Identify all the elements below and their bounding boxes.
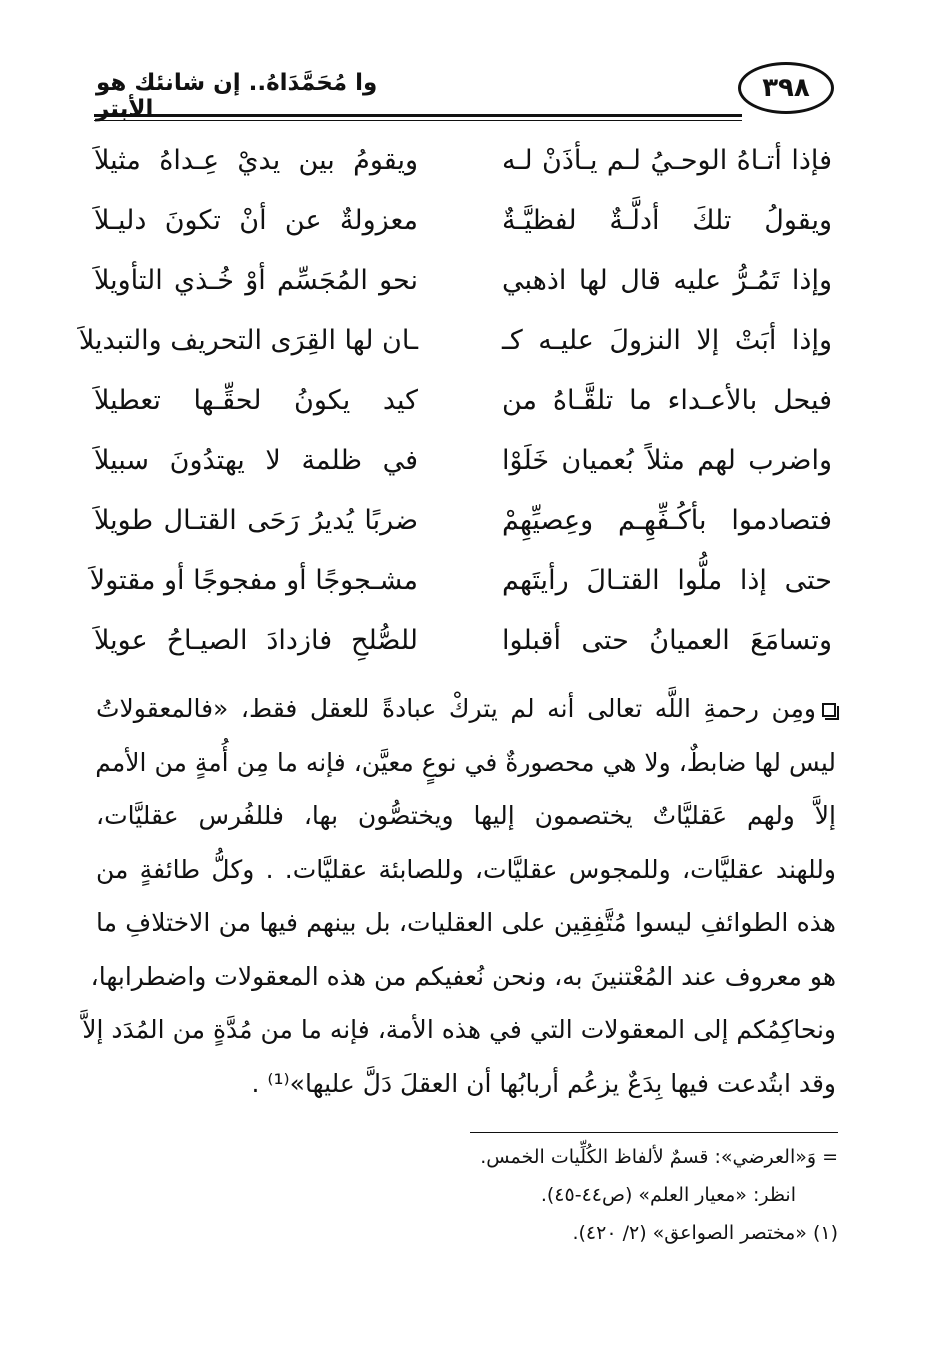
prose-line: هو معروف عند المُعْتنينَ به، ونحن نُعفيكم من هذه المعقولات واضطرابها، [90,961,836,991]
prose-paragraph [82,682,836,1110]
prose-line: وللهند عقليَّات، وللمجوس عقليَّات، وللصابئة عقليَّات. . وكلُّ طائفةٍ من [96,854,836,884]
prose-line: إلاَّ ولهم عَقليَّاتٌ يختصمون إليها ويختصُّون بها، فللفُرس عقليَّات، [96,801,836,830]
header-rule [94,114,742,117]
verse-second-hemistich: نحو المُجَسِّم أوْ خُـذي التأويلاَ [94,265,418,296]
verse-first-hemistich: وتسامَعَ العميانُ حتى أقبلوا [502,625,832,656]
verse-row [0,190,938,252]
verse-second-hemistich: مشـجوجًا أو مفجوجًا أو مقتولاَ [89,565,418,596]
footnote-1: (١) «مختصر الصواعق» (٢/ ٤٢٠). [572,1222,838,1244]
verse-first-hemistich: حتى إذا ملُّوا القتـالَ رأيتَهم [502,565,832,596]
verse-row [0,370,938,432]
verse-second-hemistich: ـان لها القِرَى التحريف والتبديلاَ [78,325,418,356]
verse-second-hemistich: ضربًا يُديرُ رَحَى القتـال طويلاَ [94,505,418,536]
square-bullet-icon [822,703,836,717]
prose-line: ومِن رحمةِ اللَّه تعالى أنه لم يتركْ عبادةً للعقل فقط، «فالمعقولاتُ [96,694,816,723]
prose-line: ونحاكِمُكم إلى المعقولات التي في هذه الأمة، فإنه ما من مُدَّةٍ من المُدَد إلاَّ [82,1015,836,1044]
verse-first-hemistich: فتصادموا بأكُـفِّهِـم وعِصيِّهِمْ [502,505,832,536]
verse-first-hemistich: فيحل بالأعـداء ما تلقَّـاهُ من [502,385,832,416]
verse-row [0,430,938,492]
running-title: وا مُحَمَّدَاهُ.. إن شانئك هو الأبتر [96,70,378,122]
prose-line: ليس لها ضابطٌ، ولا هي محصورةٌ في نوعٍ معيَّن، فإنه ما مِن أُمةٍ من الأمم [95,747,836,777]
verse-first-hemistich: فإذا أتـاهُ الوحـيُ لـم يـأذَنْ لـه [502,145,832,176]
page-number: ٣٩٨ [738,62,834,114]
verse-first-hemistich: ويقولُ تلكَ أدلَّـةٌ لفظيَّـةٌ [502,205,832,236]
verse-first-hemistich: وإذا أبَتْ إلا النزولَ عليـه كـ [502,325,832,356]
verse-second-hemistich: للصُّلحِ فازدادَ الصيـاحُ عويلاَ [94,625,418,656]
verse-first-hemistich: وإذا تَمُـرُّ عليه قال لها اذهبي [502,265,832,296]
verse-second-hemistich: كيد يكونُ لحقِّـها تعطيلاَ [94,385,418,416]
footnote-reference: انظر: «معيار العلم» (ص٤٤-٤٥). [540,1184,796,1206]
verse-first-hemistich: واضرب لهم مثلاً بُعميان خَلَوْا [502,445,832,476]
verse-row [0,130,938,192]
verse-second-hemistich: ويقومُ بين يديْ عِـداهُ مثيلاَ [94,145,418,176]
verse-row [0,490,938,552]
prose-line: هذه الطوائفِ ليسوا مُتَّفِقِين على العقليات، بل بينهم فيها من الاختلافِ ما [96,908,836,937]
prose-line-with-bullet [96,682,836,736]
verse-row [0,610,938,672]
footnote-separator [470,1132,838,1133]
verse-row [0,550,938,612]
footnotes [96,1138,838,1252]
header-rule-thin [94,120,742,121]
verse-second-hemistich: معزولةٌ عن أنْ تكونَ دليـلاَ [94,205,418,236]
verse-second-hemistich: في ظلمة لا يهتدُونَ سبيلاَ [94,445,418,476]
footnote-continuation: = وَ«العرضي»: قسمٌ لألفاظ الكُلِّيات الخمس. [480,1146,838,1168]
verse-row [0,310,938,372]
prose-line: وقد ابتُدعت فيها بِدَعٌ يزعُم أربابُها أن العقلَ دَلَّ عليها»⁽¹⁾ . [251,1068,836,1098]
verse-row [0,250,938,312]
